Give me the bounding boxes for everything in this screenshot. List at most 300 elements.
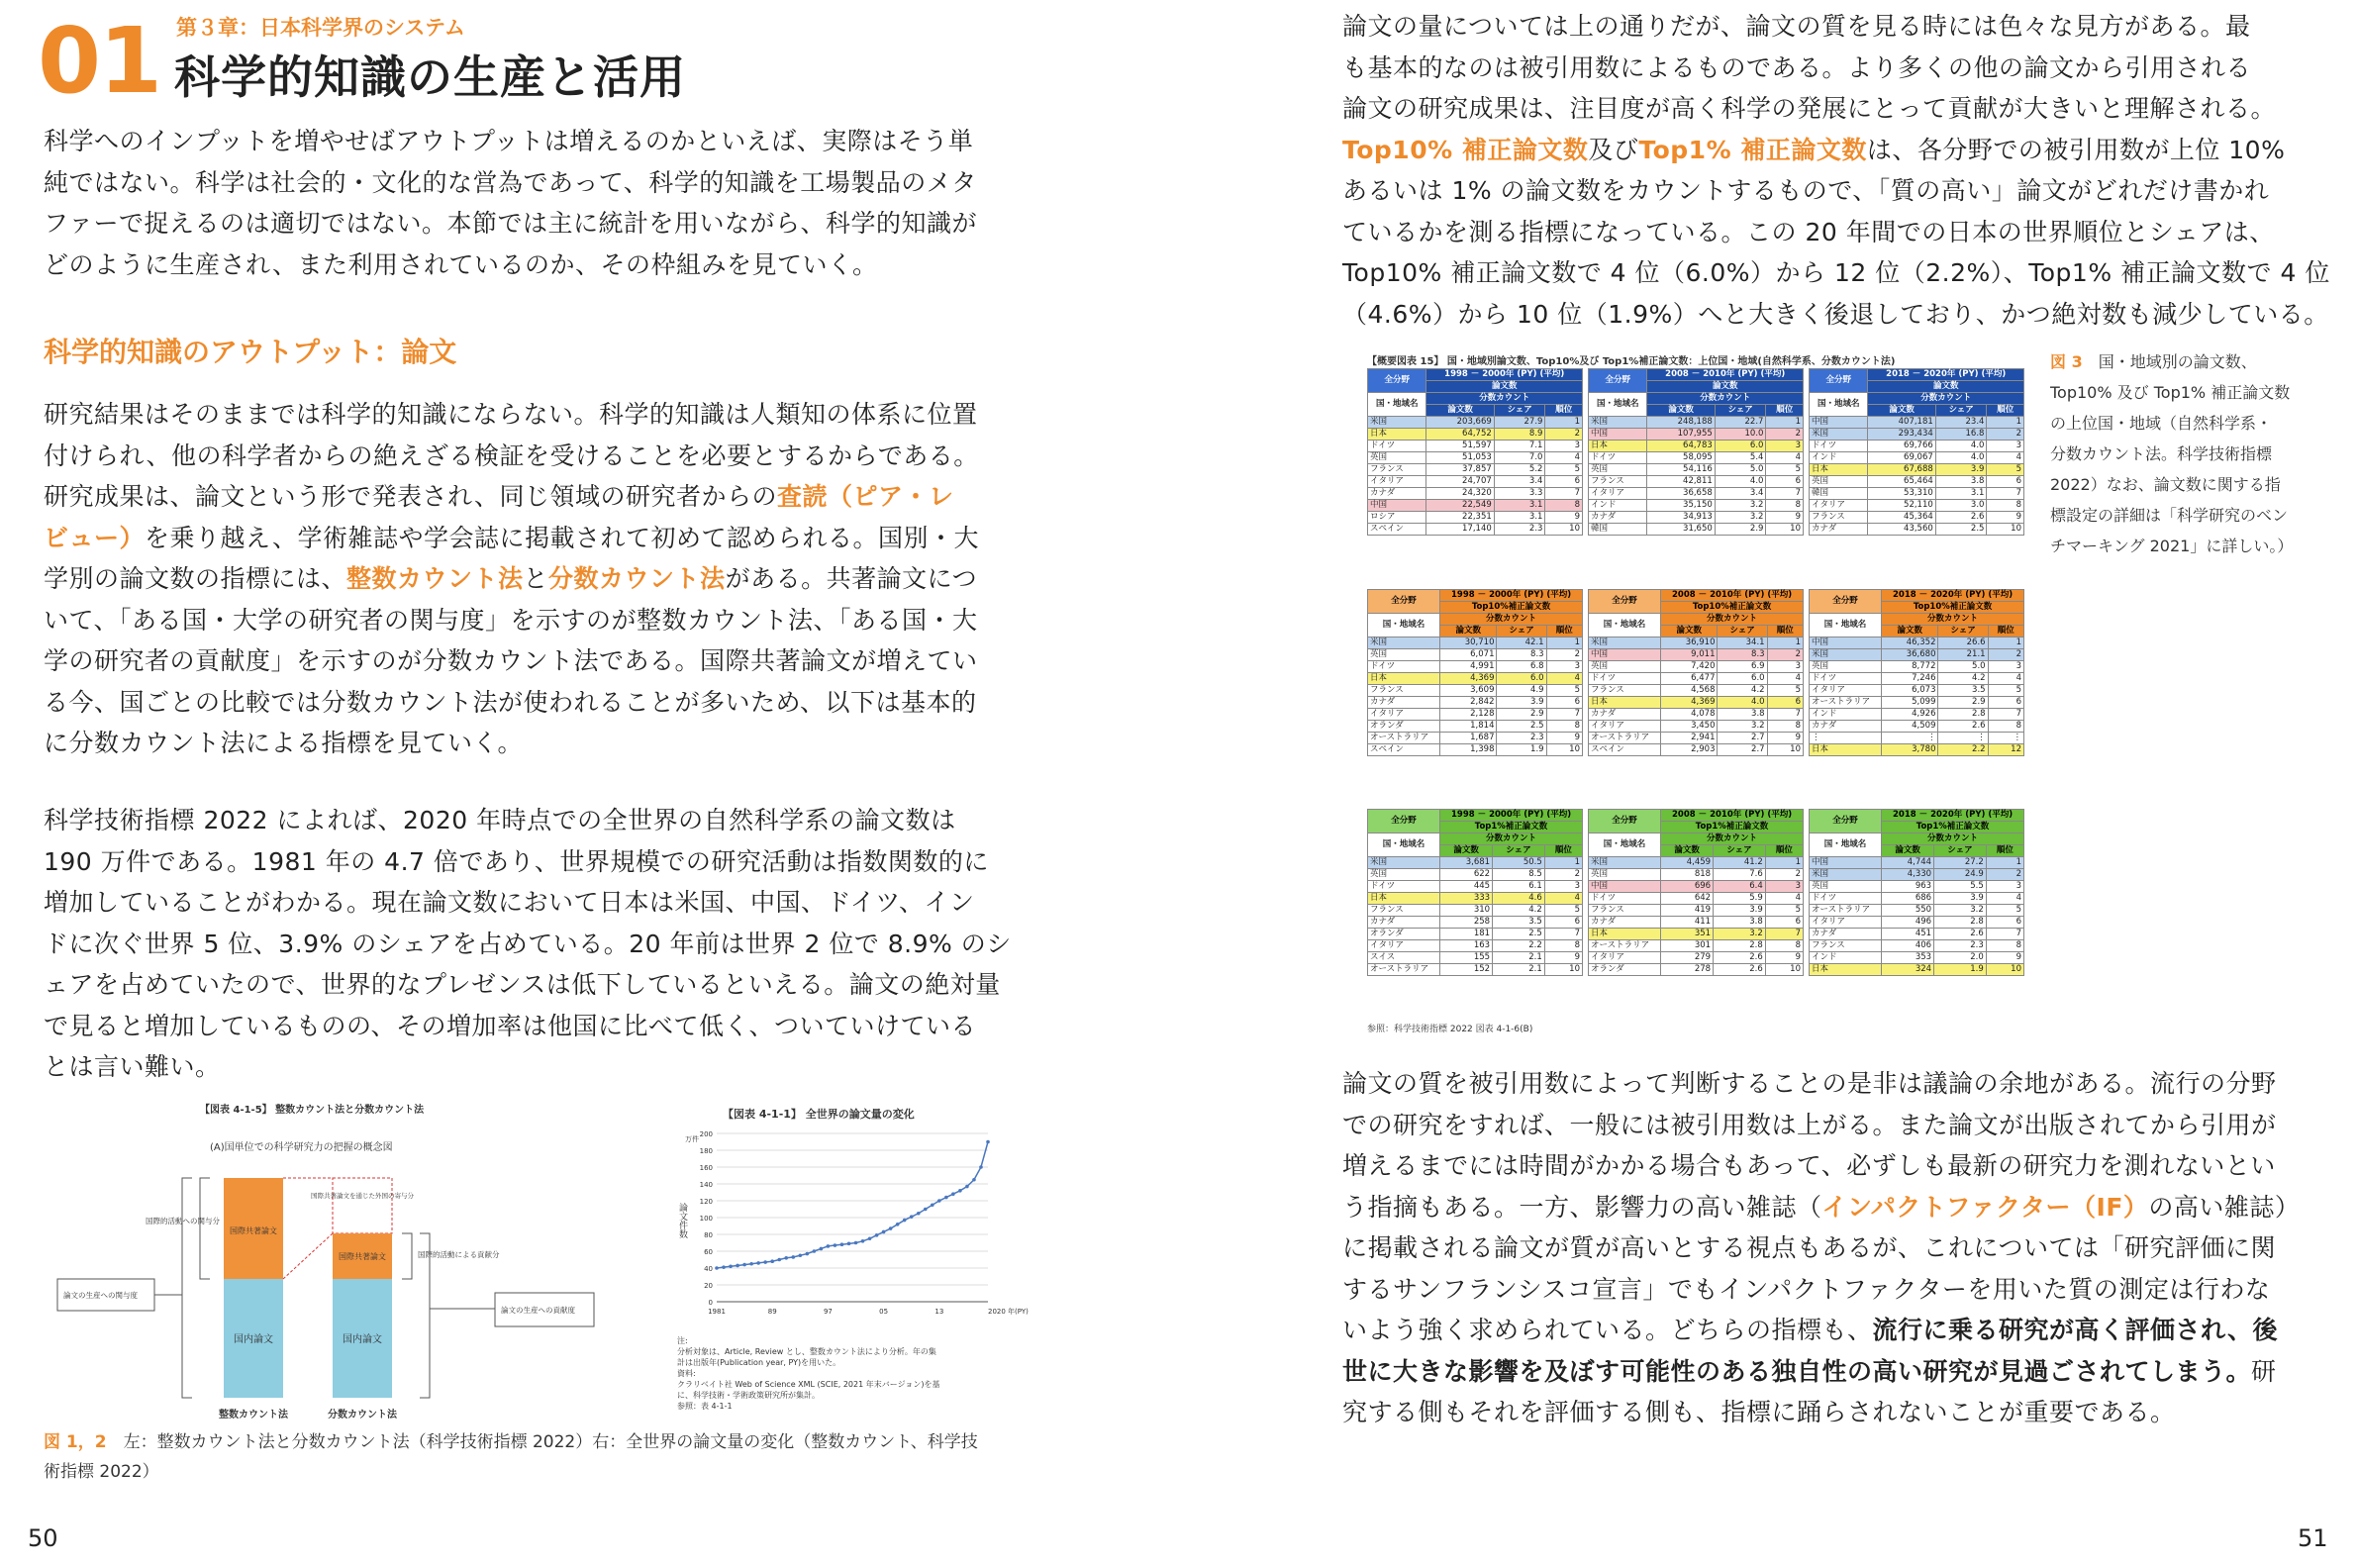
term-peer-review: 査読（ピア・レ — [777, 482, 954, 511]
ranking-table — [1367, 589, 1583, 756]
country-cell: フランス — [1368, 905, 1440, 917]
value-cell: 310 — [1440, 905, 1493, 917]
term-top1: Top1% 補正論文数 — [1638, 135, 1867, 164]
value-cell: 22.7 — [1715, 417, 1766, 429]
value-cell: 2.8 — [1938, 709, 1988, 721]
table-row — [1589, 929, 1804, 940]
fractional-cell: 分数カウント — [1868, 393, 2024, 405]
country-cell: ドイツ — [1589, 673, 1661, 685]
side-caption-line: 2022）なお、論文数に関する指 — [2050, 475, 2281, 494]
column-header: 論文数 — [1440, 626, 1497, 637]
value-cell: 258 — [1440, 917, 1493, 929]
data-point — [972, 1178, 976, 1182]
country-cell: ドイツ — [1810, 441, 1868, 452]
value-cell: 6,071 — [1440, 649, 1497, 661]
value-cell: 8 — [1545, 500, 1583, 512]
value-cell: 37,857 — [1426, 464, 1494, 476]
table-row — [1368, 929, 1583, 940]
country-cell: 中国 — [1810, 417, 1868, 429]
value-cell: 451 — [1882, 929, 1934, 940]
table-header-row — [1368, 810, 1583, 822]
value-cell: 2.3 — [1934, 940, 1987, 952]
table-row — [1810, 637, 2024, 649]
metric-cell: 論文数 — [1868, 381, 2024, 393]
table-header-row — [1589, 393, 1804, 405]
value-cell: 411 — [1661, 917, 1714, 929]
x-tick-label: 97 — [823, 1308, 833, 1316]
value-cell: 5 — [1767, 685, 1803, 697]
value-cell: 2.9 — [1497, 709, 1546, 721]
table-row — [1368, 733, 1583, 744]
text-line: ェアを占めていたので、世界的なプレゼンスは低下しているといえる。論文の絶対量 — [44, 970, 1001, 999]
caption-text: 左：整数カウント法と分数カウント法（科学技術指標 2022）右：全世界の論文量の変化（整数カウント、科学技 — [123, 1432, 978, 1452]
label-left-top: 国際的活動への関与分 — [146, 1217, 220, 1225]
country-cell: オランダ — [1589, 964, 1661, 976]
period-cell: 2008 － 2010年 (PY) (平均) — [1661, 810, 1804, 822]
table-header-row — [1368, 393, 1583, 405]
value-cell: 6.8 — [1497, 661, 1546, 673]
value-cell: 2.8 — [1714, 940, 1766, 952]
table-row — [1589, 952, 1804, 964]
value-cell: 7 — [1546, 709, 1582, 721]
table-header-row — [1810, 614, 2024, 626]
value-cell: 6.1 — [1493, 881, 1545, 893]
bar2-top-label: 国際共著論文 — [339, 1252, 386, 1261]
value-cell: 3.1 — [1494, 512, 1545, 524]
value-cell: 4 — [1986, 893, 2023, 905]
table-row — [1810, 893, 2024, 905]
value-cell: 4.0 — [1935, 441, 1987, 452]
value-cell: 3 — [1765, 881, 1803, 893]
value-cell: 10 — [1546, 744, 1582, 756]
value-cell: 2 — [1986, 869, 2023, 881]
value-cell: 407,181 — [1868, 417, 1935, 429]
chart-unit: 万件 — [685, 1135, 699, 1143]
country-cell: 米国 — [1368, 417, 1426, 429]
value-cell: 2 — [1988, 649, 2023, 661]
value-cell: 9 — [1546, 733, 1582, 744]
table-row — [1589, 905, 1804, 917]
data-point — [910, 1215, 914, 1219]
table-row — [1589, 685, 1804, 697]
value-cell: 3.0 — [1935, 500, 1987, 512]
column-header: 順位 — [1767, 626, 1803, 637]
bar1-bottom-label: 国内論文 — [234, 1334, 273, 1345]
data-point — [749, 1262, 753, 1266]
emphasis-text: 流行に乗る研究が高く評価され、後 — [1872, 1316, 2279, 1344]
all-fields-cell: 全分野 — [1810, 590, 1882, 614]
value-cell: 4 — [1546, 673, 1582, 685]
value-cell: 1.9 — [1497, 744, 1546, 756]
x-tick-label: 2020 年(PY) — [988, 1308, 1029, 1316]
x-tick-label: 89 — [767, 1308, 777, 1316]
country-cell: 日本 — [1589, 697, 1661, 709]
country-cell: フランス — [1368, 685, 1440, 697]
value-cell: 8 — [1765, 940, 1803, 952]
value-cell: 9 — [1767, 733, 1803, 744]
metric-cell: Top1%補正論文数 — [1440, 822, 1583, 833]
value-cell: 4,369 — [1661, 697, 1718, 709]
bracket — [182, 1178, 192, 1398]
country-cell: 米国 — [1589, 417, 1647, 429]
text-run: の高い雑誌） — [2148, 1192, 2301, 1222]
value-cell: 107,955 — [1647, 429, 1715, 441]
data-point — [903, 1219, 907, 1223]
value-cell: 4 — [1545, 452, 1583, 464]
text-run: がある。共著論文につ — [725, 564, 978, 593]
chapter-label: 第３章：日本科学界のシステム — [176, 16, 465, 40]
table-header-row — [1589, 833, 1804, 845]
y-tick-label: 120 — [699, 1198, 713, 1206]
country-cell: 米国 — [1368, 857, 1440, 869]
note-line: 計は出版年(Publication year, PY)を用いた。 — [677, 1358, 841, 1367]
all-fields-cell: 全分野 — [1368, 590, 1440, 614]
data-point — [986, 1140, 990, 1144]
xlabel-fractional: 分数カウント法 — [328, 1410, 397, 1421]
ranking-table — [1588, 368, 1804, 536]
country-cell: 日本 — [1368, 429, 1426, 441]
value-cell: 3.9 — [1714, 905, 1766, 917]
text-line: に掲載される論文が質が高いとする視点もあるが、これについては「研究評価に関 — [1342, 1233, 2277, 1262]
table-row — [1810, 512, 2024, 524]
text-line: 論文の研究成果は、注目度が高く科学の発展にとって貢献が大きいと理解される。 — [1342, 94, 2277, 123]
country-cell: カナダ — [1589, 917, 1661, 929]
value-cell: ⋮ — [1938, 733, 1988, 744]
data-point — [770, 1259, 774, 1263]
text-line: る今、国ごとの比較では分数カウント法が使われることが多いため、以下は基本的 — [44, 687, 977, 717]
country-cell: オランダ — [1368, 929, 1440, 940]
value-cell: 10 — [1987, 524, 2024, 536]
table-row — [1810, 917, 2024, 929]
label-right-box: 論文の生産への貢献度 — [501, 1306, 575, 1315]
value-cell: 2.1 — [1493, 964, 1545, 976]
chart-ylabel: 論文件数 — [677, 1203, 687, 1238]
table-row — [1810, 881, 2024, 893]
value-cell: 2.0 — [1934, 952, 1987, 964]
table-row — [1810, 685, 2024, 697]
table-row — [1368, 524, 1583, 536]
table-row — [1368, 452, 1583, 464]
chapter-number: 01 — [38, 8, 161, 114]
table-row — [1589, 524, 1804, 536]
table-row — [1589, 721, 1804, 733]
value-cell: 10 — [1544, 964, 1582, 976]
table-row — [1368, 500, 1583, 512]
country-cell: インド — [1810, 452, 1868, 464]
country-cell: 中国 — [1589, 429, 1647, 441]
metric-cell: 論文数 — [1647, 381, 1804, 393]
value-cell: 7 — [1986, 929, 2023, 940]
country-cell: オーストラリア — [1589, 940, 1661, 952]
text-line — [44, 476, 979, 518]
page-number: 50 — [28, 1524, 58, 1552]
value-cell: 3.1 — [1494, 500, 1545, 512]
country-cell: ドイツ — [1589, 452, 1647, 464]
country-cell: 中国 — [1810, 637, 1882, 649]
value-cell: 10 — [1765, 964, 1803, 976]
country-cell: カナダ — [1810, 929, 1882, 940]
y-tick-label: 80 — [704, 1231, 713, 1239]
value-cell: 4,330 — [1882, 869, 1934, 881]
value-cell: 181 — [1440, 929, 1493, 940]
value-cell: 2.7 — [1718, 744, 1767, 756]
text-line: で見ると増加しているものの、その増加率は他国に比べて低く、ついていけている — [44, 1011, 977, 1040]
region-header-cell: 国・地域名 — [1368, 393, 1426, 417]
data-point — [736, 1264, 739, 1268]
caption-label: 図 1，2 — [44, 1432, 107, 1452]
intro-line: 純ではない。科学は社会的・文化的な営為であって、科学的知識を工場製品のメタ — [44, 167, 977, 197]
value-cell: 4 — [1988, 673, 2023, 685]
column-header: 順位 — [1987, 405, 2024, 417]
country-cell: フランス — [1368, 464, 1426, 476]
text-line: Top10% 補正論文数で 4 位（6.0%）から 12 位（2.2%）、Top1% 補正論文数で 4 位 — [1342, 258, 2330, 287]
y-tick-label: 20 — [704, 1282, 713, 1290]
value-cell: 3 — [1767, 661, 1803, 673]
value-cell: 3 — [1545, 441, 1583, 452]
all-fields-cell: 全分野 — [1368, 369, 1426, 393]
table-header-row — [1589, 614, 1804, 626]
value-cell: 279 — [1661, 952, 1714, 964]
text-line: も基本的なのは被引用数によるものである。より多くの他の論文から引用される — [1342, 52, 2252, 82]
value-cell: 10.0 — [1715, 429, 1766, 441]
value-cell: 2.6 — [1938, 721, 1988, 733]
value-cell: 353 — [1882, 952, 1934, 964]
country-cell: イタリア — [1810, 685, 1882, 697]
table-header-row — [1589, 369, 1804, 381]
value-cell: 333 — [1440, 893, 1493, 905]
value-cell: 9 — [1986, 952, 2023, 964]
country-cell: 日本 — [1368, 673, 1440, 685]
country-cell: 日本 — [1589, 929, 1661, 940]
value-cell: 5.5 — [1934, 881, 1987, 893]
caption-line — [44, 1427, 978, 1457]
table-row — [1810, 697, 2024, 709]
country-cell: イタリア — [1589, 952, 1661, 964]
country-cell: ドイツ — [1810, 673, 1882, 685]
y-tick-label: 100 — [699, 1215, 713, 1223]
table-row — [1589, 709, 1804, 721]
value-cell: 42.1 — [1497, 637, 1546, 649]
y-tick-label: 0 — [708, 1299, 713, 1307]
side-caption-line: 図 3 国・地域別の論文数、 — [2050, 352, 2257, 371]
ranking-table — [1367, 809, 1583, 976]
column-header: シェア — [1938, 626, 1988, 637]
value-cell: 26.6 — [1938, 637, 1988, 649]
text-line — [1342, 1310, 2300, 1351]
data-point — [951, 1192, 955, 1196]
side-caption-line: の上位国・地域（自然科学系・ — [2050, 414, 2273, 433]
ranking-table — [1809, 589, 2024, 756]
table-row — [1589, 964, 1804, 976]
value-cell: 1,687 — [1440, 733, 1497, 744]
table-row — [1589, 744, 1804, 756]
table-row — [1810, 964, 2024, 976]
country-cell: カナダ — [1368, 697, 1440, 709]
country-cell: スイス — [1368, 952, 1440, 964]
value-cell: 8.5 — [1493, 869, 1545, 881]
right-paragraph-1 — [1342, 6, 2330, 335]
country-cell: オーストラリア — [1368, 733, 1440, 744]
country-cell: ⋮ — [1810, 733, 1882, 744]
intro-line: どのように生産され、また利用されているのか、その枠組みを見ていく。 — [44, 249, 878, 279]
text-line — [44, 558, 979, 600]
side-caption-line: 分数カウント法。科学技術指標 — [2050, 444, 2273, 463]
y-tick-label: 200 — [699, 1130, 713, 1138]
value-cell: 36,680 — [1882, 649, 1938, 661]
value-cell: 4.6 — [1493, 893, 1545, 905]
dashed-connector — [283, 1233, 333, 1279]
table-row — [1810, 929, 2024, 940]
side-caption-line: 標設定の詳細は「科学研究のベン — [2050, 506, 2289, 525]
value-cell: 248,188 — [1647, 417, 1715, 429]
country-cell: 英国 — [1589, 661, 1661, 673]
value-cell: 4,509 — [1882, 721, 1938, 733]
series-line — [717, 1142, 988, 1269]
country-cell: 日本 — [1810, 964, 1882, 976]
period-cell: 2018 － 2020年 (PY) (平均) — [1868, 369, 2024, 381]
table-header-row — [1589, 590, 1804, 602]
table-row — [1368, 964, 1583, 976]
value-cell: 36,658 — [1647, 488, 1715, 500]
term-whole-count: 整数カウント法 — [346, 564, 524, 593]
value-cell: ⋮ — [1882, 733, 1938, 744]
text-line — [1342, 1187, 2300, 1228]
value-cell: 45,364 — [1868, 512, 1935, 524]
value-cell: 1 — [1766, 417, 1804, 429]
value-cell: 3,681 — [1440, 857, 1493, 869]
table-row — [1810, 417, 2024, 429]
value-cell: 7,246 — [1882, 673, 1938, 685]
value-cell: 1 — [1765, 857, 1803, 869]
table-header-row — [1368, 614, 1583, 626]
table-row — [1810, 940, 2024, 952]
value-cell: 8 — [1987, 500, 2024, 512]
table-row — [1810, 429, 2024, 441]
data-point — [722, 1265, 726, 1269]
value-cell: 152 — [1440, 964, 1493, 976]
y-tick-label: 180 — [699, 1147, 713, 1155]
value-cell: 4,926 — [1882, 709, 1938, 721]
value-cell: 5 — [1986, 905, 2023, 917]
country-cell: 米国 — [1589, 637, 1661, 649]
column-header: 論文数 — [1868, 405, 1935, 417]
table-row — [1810, 857, 2024, 869]
value-cell: 3 — [1987, 441, 2024, 452]
value-cell: 3.8 — [1714, 917, 1766, 929]
table-row — [1810, 733, 2024, 744]
fractional-cell: 分数カウント — [1647, 393, 1804, 405]
value-cell: 9 — [1765, 952, 1803, 964]
table-header-row — [1810, 393, 2024, 405]
table-row — [1368, 893, 1583, 905]
data-point — [834, 1243, 837, 1247]
country-cell: オーストラリア — [1810, 697, 1882, 709]
value-cell: 5,099 — [1882, 697, 1938, 709]
table-row — [1810, 744, 2024, 756]
column-header: シェア — [1935, 405, 1987, 417]
fractional-cell: 分数カウント — [1882, 614, 2024, 626]
value-cell: 963 — [1882, 881, 1934, 893]
table-header-row — [1810, 810, 2024, 822]
bar1-top-label: 国際共著論文 — [230, 1226, 277, 1235]
note-line: 参照：表 4-1-1 — [677, 1402, 733, 1411]
table-row — [1810, 464, 2024, 476]
table-row — [1810, 452, 2024, 464]
country-cell: 中国 — [1589, 881, 1661, 893]
period-cell: 2018 － 2020年 (PY) (平均) — [1882, 590, 2024, 602]
value-cell: 6 — [1765, 917, 1803, 929]
table-header-row — [1810, 369, 2024, 381]
value-cell: 50.5 — [1493, 857, 1545, 869]
x-tick-label: 05 — [879, 1308, 889, 1316]
table-row — [1368, 464, 1583, 476]
value-cell: 3 — [1546, 661, 1582, 673]
column-header: シェア — [1497, 626, 1546, 637]
data-point — [799, 1253, 803, 1257]
ranking-table — [1809, 809, 2024, 976]
table-row — [1589, 464, 1804, 476]
value-cell: 8 — [1986, 940, 2023, 952]
value-cell: 2.6 — [1714, 964, 1766, 976]
value-cell: 6 — [1987, 476, 2024, 488]
text-run: を乗り越え、学術雑誌や学会誌に掲載されて初めて認められる。国別・大 — [145, 523, 980, 552]
value-cell: 2.5 — [1935, 524, 1987, 536]
label-right-mid: 国際的活動による貢献分 — [418, 1250, 500, 1259]
value-cell: 278 — [1661, 964, 1714, 976]
value-cell: 3.3 — [1494, 488, 1545, 500]
table-row — [1368, 952, 1583, 964]
value-cell: 406 — [1882, 940, 1934, 952]
column-header: シェア — [1934, 845, 1987, 857]
data-point — [944, 1196, 948, 1200]
column-header: シェア — [1494, 405, 1545, 417]
value-cell: 6 — [1988, 697, 2023, 709]
value-cell: 4,369 — [1440, 673, 1497, 685]
value-cell: 5.2 — [1494, 464, 1545, 476]
value-cell: 622 — [1440, 869, 1493, 881]
data-point — [889, 1226, 893, 1230]
intro-line: ファーで捉えるのは適切ではない。本節では主に統計を用いながら、科学的知識が — [44, 209, 978, 238]
figure-caption — [44, 1427, 978, 1487]
ranking-table — [1367, 368, 1583, 536]
value-cell: 7 — [1987, 488, 2024, 500]
value-cell: 3.8 — [1935, 476, 1987, 488]
table-row — [1368, 417, 1583, 429]
column-header: シェア — [1715, 405, 1766, 417]
value-cell: 3.2 — [1714, 929, 1766, 940]
value-cell: 642 — [1661, 893, 1714, 905]
label-left-box: 論文の生産への関与度 — [63, 1291, 138, 1300]
all-fields-cell: 全分野 — [1589, 810, 1661, 833]
value-cell: 10 — [1545, 524, 1583, 536]
country-cell: スペイン — [1589, 744, 1661, 756]
country-cell: イタリア — [1589, 488, 1647, 500]
table-row — [1589, 733, 1804, 744]
value-cell: 41.2 — [1714, 857, 1766, 869]
value-cell: 7 — [1544, 929, 1582, 940]
column-header: 論文数 — [1661, 626, 1718, 637]
text-line: に分数カウント法による指標を見ていく。 — [44, 729, 524, 757]
fractional-cell: 分数カウント — [1661, 833, 1804, 845]
value-cell: 4,991 — [1440, 661, 1497, 673]
column-header: シェア — [1714, 845, 1766, 857]
paragraph-2 — [44, 394, 979, 764]
value-cell: 3.4 — [1494, 476, 1545, 488]
table-row — [1589, 917, 1804, 929]
y-tick-label: 160 — [699, 1164, 713, 1172]
region-header-cell: 国・地域名 — [1368, 833, 1440, 857]
value-cell: 7 — [1765, 929, 1803, 940]
